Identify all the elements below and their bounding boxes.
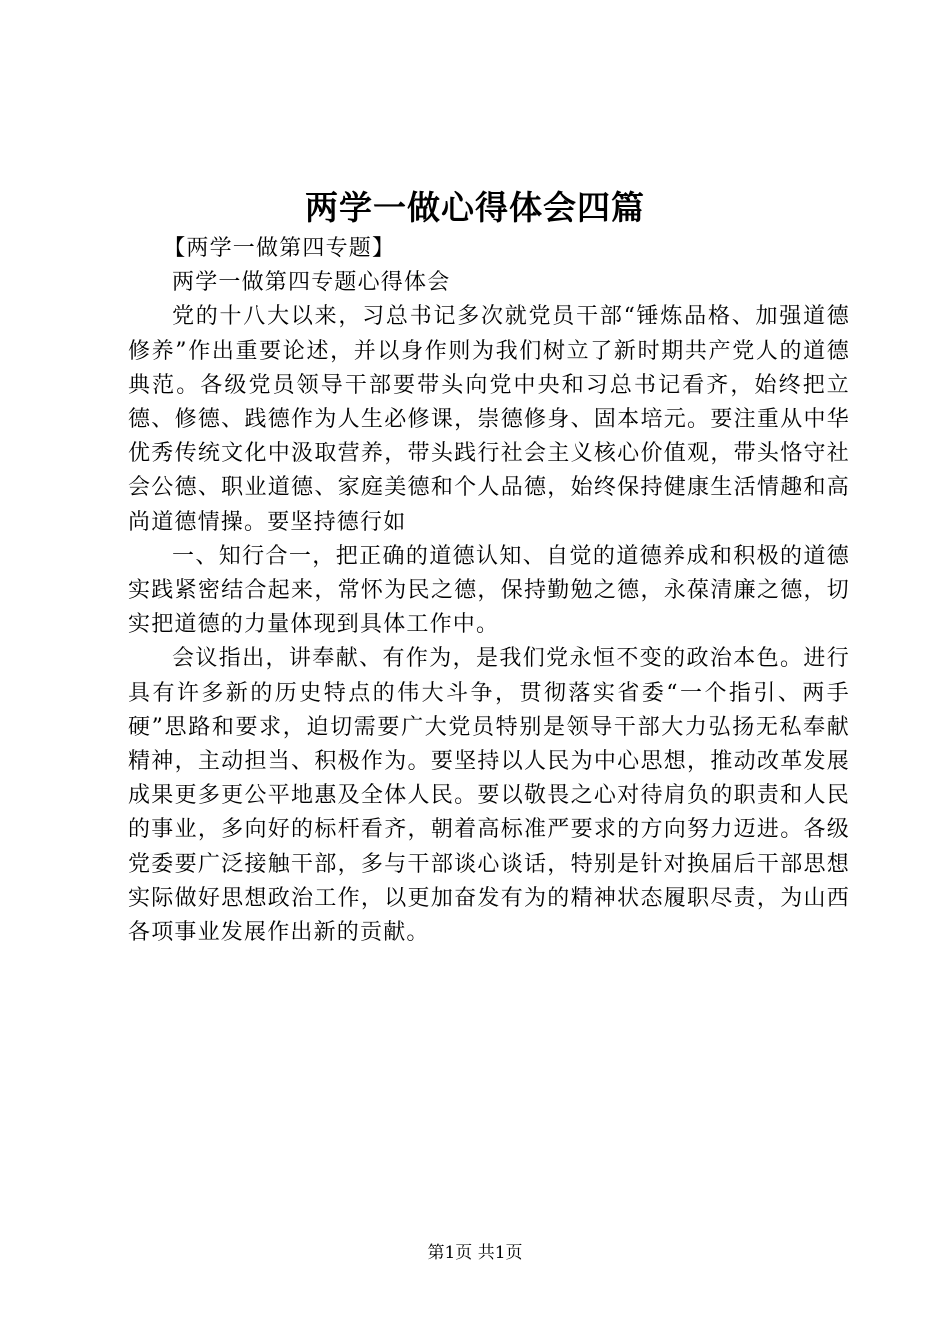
document-subtitle: 两学一做第四专题心得体会 [172,270,451,296]
page-footer: 第1页 共1页 [427,1243,523,1263]
document-body [128,232,850,950]
document-title: 两学一做心得体会四篇 [305,188,645,227]
paragraph: 党的十八大以来，习总书记多次就党员干部“锤炼品格、加强道德修养”作出重要论述，并以身作则为我们树立了新时期共产党人的道德典范。各级党员领导干部要带头向党中央和习总书记看齐，始终把立德、修德、践德作为人生必修课，崇德修身、固本培元。要注重从中华优秀传统文化中汲取营养，带头践行社会主义核心价值观，带头恪守社会公德、职业道德、家庭美德和个人品德，始终保持健康生活情趣和高尚道德情操。要坚持德行如 [128,304,850,535]
paragraph: 一、知行合一，把正确的道德认知、自觉的道德养成和积极的道德实践紧密结合起来，常怀为民之德，保持勤勉之德，永葆清廉之德，切实把道德的力量体现到具体工作中。 [128,543,850,638]
paragraph: 会议指出，讲奉献、有作为，是我们党永恒不变的政治本色。进行具有许多新的历史特点的伟大斗争，贯彻落实省委“一个指引、两手硬”思路和要求，迫切需要广大党员特别是领导干部大力弘扬无私奉献精神，主动担当、积极作为。要坚持以人民为中心思想，推动改革发展成果更多更公平地惠及全体人民。要以敬畏之心对待肩负的职责和人民的事业，多向好的标杆看齐，朝着高标准严要求的方向努力迈进。各级党委要广泛接触干部，多与干部谈心谈话，特别是针对换届后干部思想实际做好思想政治工作，以更加奋发有为的精神状态履职尽责，为山西各项事业发展作出新的贡献。 [128,646,850,946]
section-tag: 【两学一做第四专题】 [163,236,396,261]
